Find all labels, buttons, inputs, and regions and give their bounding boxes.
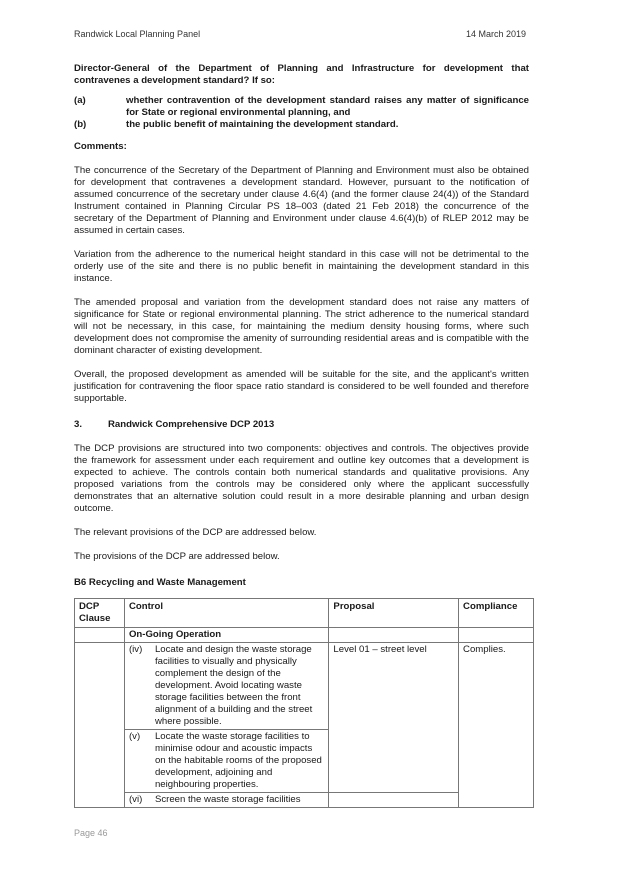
table-cell	[459, 628, 534, 643]
intro-question: Director-General of the Department of Planning and Infrastructure for development that contravenes a development standard? If so:	[74, 63, 529, 86]
table-title: B6 Recycling and Waste Management	[74, 577, 246, 588]
dcp-table	[74, 598, 534, 808]
subheading: On-Going Operation	[124, 628, 328, 643]
control-cell	[124, 793, 328, 808]
compliance-cell: Complies.	[459, 643, 534, 808]
control-cell	[124, 643, 328, 730]
section-number: 3.	[74, 419, 83, 430]
proposal-cell	[329, 793, 459, 808]
control-text: Locate the waste storage facilities to minimise odour and acoustic impacts on the habitable rooms of the proposed development, adjoining and neighbouring properties.	[154, 731, 322, 790]
paragraph: The DCP provisions are structured into two components: objectives and controls. The objectives provide the framework for assessment under each requirement and outline key outcomes that a development is expected to achieve. The controls contain both numerical standards and qualitative provisions. Any proposed variations from the controls may be considered only where the applicant successfully demonstrates that an alternative solution could result in a more desirable planning and urban design outcome.	[74, 443, 529, 514]
control-number: (vi)	[128, 794, 143, 805]
header-compliance: Compliance	[459, 599, 534, 628]
control-cell	[124, 730, 328, 793]
paragraph: The provisions of the DCP are addressed below.	[74, 551, 280, 562]
paragraph: Overall, the proposed development as amended will be suitable for the site, and the applicant's written justification for contravening the floor space ratio standard is considered to be well founded and therefore supportable.	[74, 369, 529, 404]
table-header-row	[75, 599, 534, 628]
criterion-b	[74, 119, 529, 131]
header-clause: DCP Clause	[75, 599, 125, 628]
paragraph: Variation from the adherence to the numerical height standard in this case will not be detrimental to the orderly use of the site and there is no public benefit in maintaining the development standard in this instance.	[74, 249, 529, 284]
comments-heading: Comments:	[74, 141, 127, 152]
table-row	[75, 643, 534, 730]
paragraph: The concurrence of the Secretary of the Department of Planning and Environment must also be obtained for development that contravenes a development standard. However, pursuant to the notification of assumed concurrence of the secretary under clause 4.6(4) (and the former clause 24(4)) of the Standard Instrument contained in Planning Circular PS 18–003 (dated 21 Feb 2018) the concurrence of the secretary of the Department of Planning and Environment under clause 4.6(4)(b) of RLEP 2012 may be assumed in certain cases.	[74, 165, 529, 236]
criterion-text: the public benefit of maintaining the development standard.	[126, 119, 399, 130]
header-date: 14 March 2019	[465, 29, 526, 39]
paragraph: The relevant provisions of the DCP are addressed below.	[74, 527, 317, 538]
header-control: Control	[124, 599, 328, 628]
criteria-list	[74, 95, 529, 131]
proposal-cell: Level 01 – street level	[329, 643, 459, 793]
section-title: Randwick Comprehensive DCP 2013	[108, 419, 275, 430]
page-content	[74, 63, 529, 808]
header-title: Randwick Local Planning Panel	[74, 29, 201, 39]
criterion-label: (b)	[74, 119, 87, 130]
criterion-text: whether contravention of the development standard raises any matter of significance for State or regional environmental planning, and	[126, 95, 529, 118]
header-proposal: Proposal	[329, 599, 459, 628]
section-heading	[74, 419, 529, 431]
table-subheading-row	[75, 628, 534, 643]
table-cell	[75, 628, 125, 643]
control-number: (iv)	[128, 644, 143, 655]
table-cell	[329, 628, 459, 643]
page-number: Page 46	[74, 828, 108, 838]
control-text: Locate and design the waste storage facilities to visually and physically complement the design of the development. Avoid locating waste storage facilities between the front alignment of a building and the street where possible.	[154, 644, 313, 727]
paragraph: The amended proposal and variation from the development standard does not raise any matters of significance for State or regional environmental planning. The strict adherence to the numerical standard will not be necessary, in this case, for maintaining the medium density housing forms, where such development does not compromise the amenity of surrounding residential areas and is compatible with the dominant character of existing development.	[74, 297, 529, 356]
criterion-label: (a)	[74, 95, 86, 106]
control-number: (v)	[128, 731, 141, 742]
clause-cell	[75, 643, 125, 808]
control-text: Screen the waste storage facilities	[154, 794, 301, 805]
criterion-a	[74, 95, 529, 119]
